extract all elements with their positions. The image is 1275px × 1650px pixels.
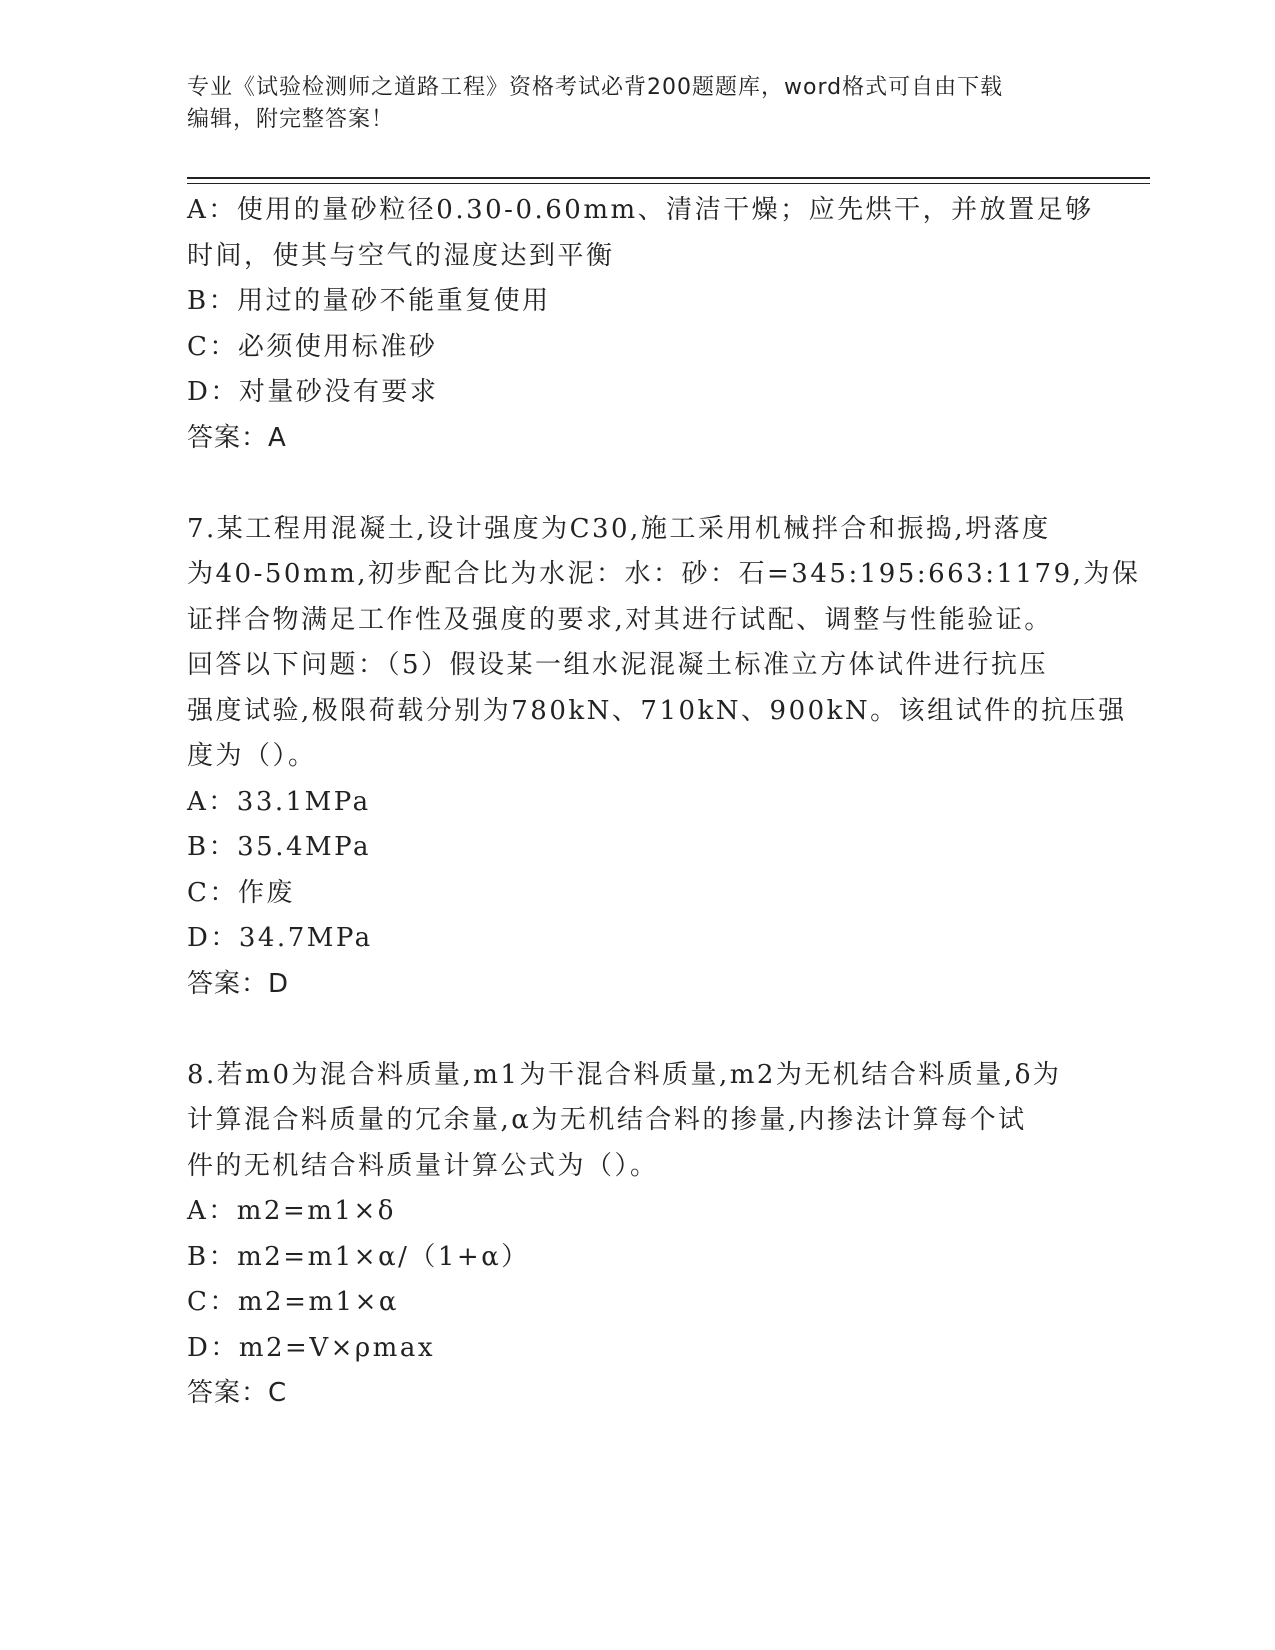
question-stem-line: 件的无机结合料质量计算公式为（）。 [187,1150,659,1181]
question-8 [187,1053,1087,1417]
document-body [187,188,1141,1417]
option-a-line-1: A：使用的量砂粒径0.30-0.60mm、清洁干燥；应先烘干，并放置足够 [187,195,1094,225]
question-stem-line: 7.某工程用混凝土,设计强度为C30,施工采用机械拌合和振捣,坍落度 [187,513,1051,544]
question-stem-line: 强度试验,极限荷载分别为780kN、710kN、900kN。该组试件的抗压强 [187,695,1127,726]
option-d: D：34.7MPa [187,923,373,953]
header-line-1: 专业《试验检测师之道路工程》资格考试必背200题题库，word格式可自由下载 [187,75,1004,100]
option-a: A：m2=m1×δ [187,1196,396,1226]
option-d: D：对量砂没有要求 [187,377,439,407]
header-divider-thin [187,183,1150,184]
question-stem-line: 8.若m0为混合料质量,m1为干混合料质量,m2为无机结合料质量,δ为 [187,1059,1062,1090]
option-c: C：必须使用标准砂 [187,331,438,362]
option-a-line-2: 时间，使其与空气的湿度达到平衡 [187,240,615,271]
option-c: C：作废 [187,877,295,908]
spacer [187,1007,1087,1053]
header-divider-thick [187,177,1150,179]
option-a: A：33.1MPa [187,786,371,817]
option-c: C：m2=m1×α [187,1287,399,1317]
answer: 答案：D [187,968,290,999]
question-stem-line: 证拌合物满足工作性及强度的要求,对其进行试配、调整与性能验证。 [187,604,1053,635]
question-stem-line: 计算混合料质量的冗余量,α为无机结合料的掺量,内掺法计算每个试 [187,1105,1027,1135]
option-b: B：35.4MPa [187,832,371,862]
header-line-2: 编辑，附完整答案！ [187,107,395,132]
question-stem-line: 回答以下问题：（5）假设某一组水泥混凝土标准立方体试件进行抗压 [187,650,1049,680]
document-header [187,72,1067,136]
question-stem-line: 为40-50mm,初步配合比为水泥：水：砂：石=345:195:663:1179,为保 [187,559,1141,589]
option-d: D：m2=V×ρmax [187,1332,435,1363]
question-7 [187,507,1141,1008]
option-b: B：用过的量砂不能重复使用 [187,286,551,316]
option-b: B：m2=m1×α/（1+α） [187,1241,530,1272]
spacer [187,461,1087,507]
answer: 答案：C [187,1378,288,1408]
question-stem-line: 度为（）。 [187,741,317,771]
answer: 答案：A [187,422,287,453]
question-6-continuation [187,188,1094,461]
